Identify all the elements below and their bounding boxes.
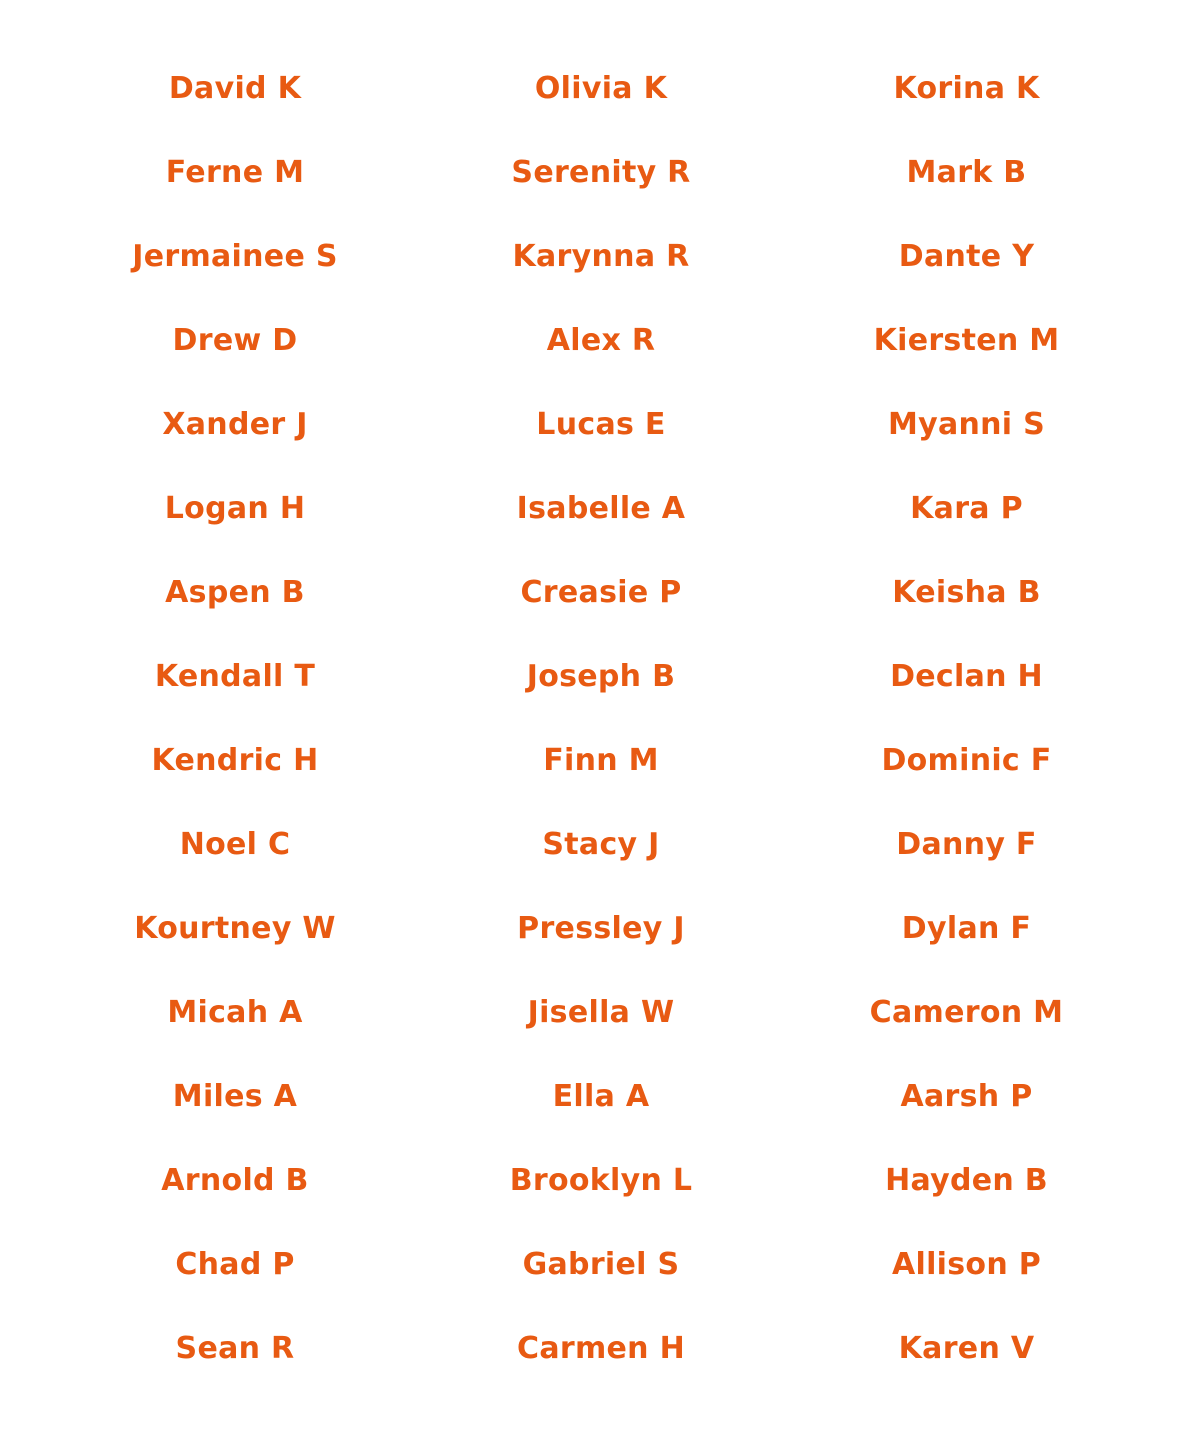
name-label: Aspen B bbox=[165, 574, 305, 610]
name-label: Creasie P bbox=[520, 574, 682, 610]
name-label: Jermainee S bbox=[132, 238, 338, 274]
name-label: Joseph B bbox=[526, 658, 676, 694]
name-label: Kendric H bbox=[151, 742, 319, 778]
name-label: Dante Y bbox=[898, 238, 1035, 274]
name-label: Declan H bbox=[890, 658, 1043, 694]
name-label: Myanni S bbox=[887, 406, 1046, 442]
name-label: Gabriel S bbox=[522, 1246, 680, 1282]
name-label: Micah A bbox=[167, 994, 303, 1030]
name-label: Lucas E bbox=[536, 406, 666, 442]
name-label: Kourtney W bbox=[134, 910, 336, 946]
name-label: Korina K bbox=[893, 70, 1040, 106]
name-label: Karynna R bbox=[512, 238, 690, 274]
name-label: Keisha B bbox=[892, 574, 1041, 610]
name-label: Chad P bbox=[175, 1246, 295, 1282]
name-label: Mark B bbox=[906, 154, 1027, 190]
name-label: Alex R bbox=[546, 322, 656, 358]
name-label: Kendall T bbox=[154, 658, 316, 694]
name-label: Hayden B bbox=[885, 1162, 1048, 1198]
name-label: Jisella W bbox=[527, 994, 675, 1030]
name-label: Drew D bbox=[172, 322, 298, 358]
name-label: Karen V bbox=[898, 1330, 1035, 1366]
name-label: Stacy J bbox=[542, 826, 660, 862]
name-label: Ella A bbox=[552, 1078, 650, 1114]
name-label: Olivia K bbox=[534, 70, 668, 106]
name-label: Logan H bbox=[164, 490, 306, 526]
name-label: Xander J bbox=[162, 406, 308, 442]
name-label: Arnold B bbox=[161, 1162, 309, 1198]
name-label: Pressley J bbox=[517, 910, 685, 946]
name-label: Danny F bbox=[896, 826, 1037, 862]
name-label: Cameron M bbox=[869, 994, 1064, 1030]
name-label-sheet bbox=[52, 46, 1149, 1390]
name-label: Serenity R bbox=[511, 154, 691, 190]
name-label: Carmen H bbox=[517, 1330, 685, 1366]
name-label: Finn M bbox=[543, 742, 659, 778]
name-label: David K bbox=[168, 70, 302, 106]
name-label: Ferne M bbox=[165, 154, 305, 190]
name-label: Aarsh P bbox=[900, 1078, 1033, 1114]
name-label: Allison P bbox=[891, 1246, 1042, 1282]
name-label: Dominic F bbox=[881, 742, 1052, 778]
name-label: Dylan F bbox=[901, 910, 1032, 946]
name-label: Brooklyn L bbox=[509, 1162, 693, 1198]
name-label: Noel C bbox=[179, 826, 291, 862]
name-label: Kiersten M bbox=[873, 322, 1060, 358]
name-label: Miles A bbox=[172, 1078, 298, 1114]
name-label: Sean R bbox=[175, 1330, 295, 1366]
name-label: Kara P bbox=[910, 490, 1023, 526]
name-label: Isabelle A bbox=[516, 490, 686, 526]
